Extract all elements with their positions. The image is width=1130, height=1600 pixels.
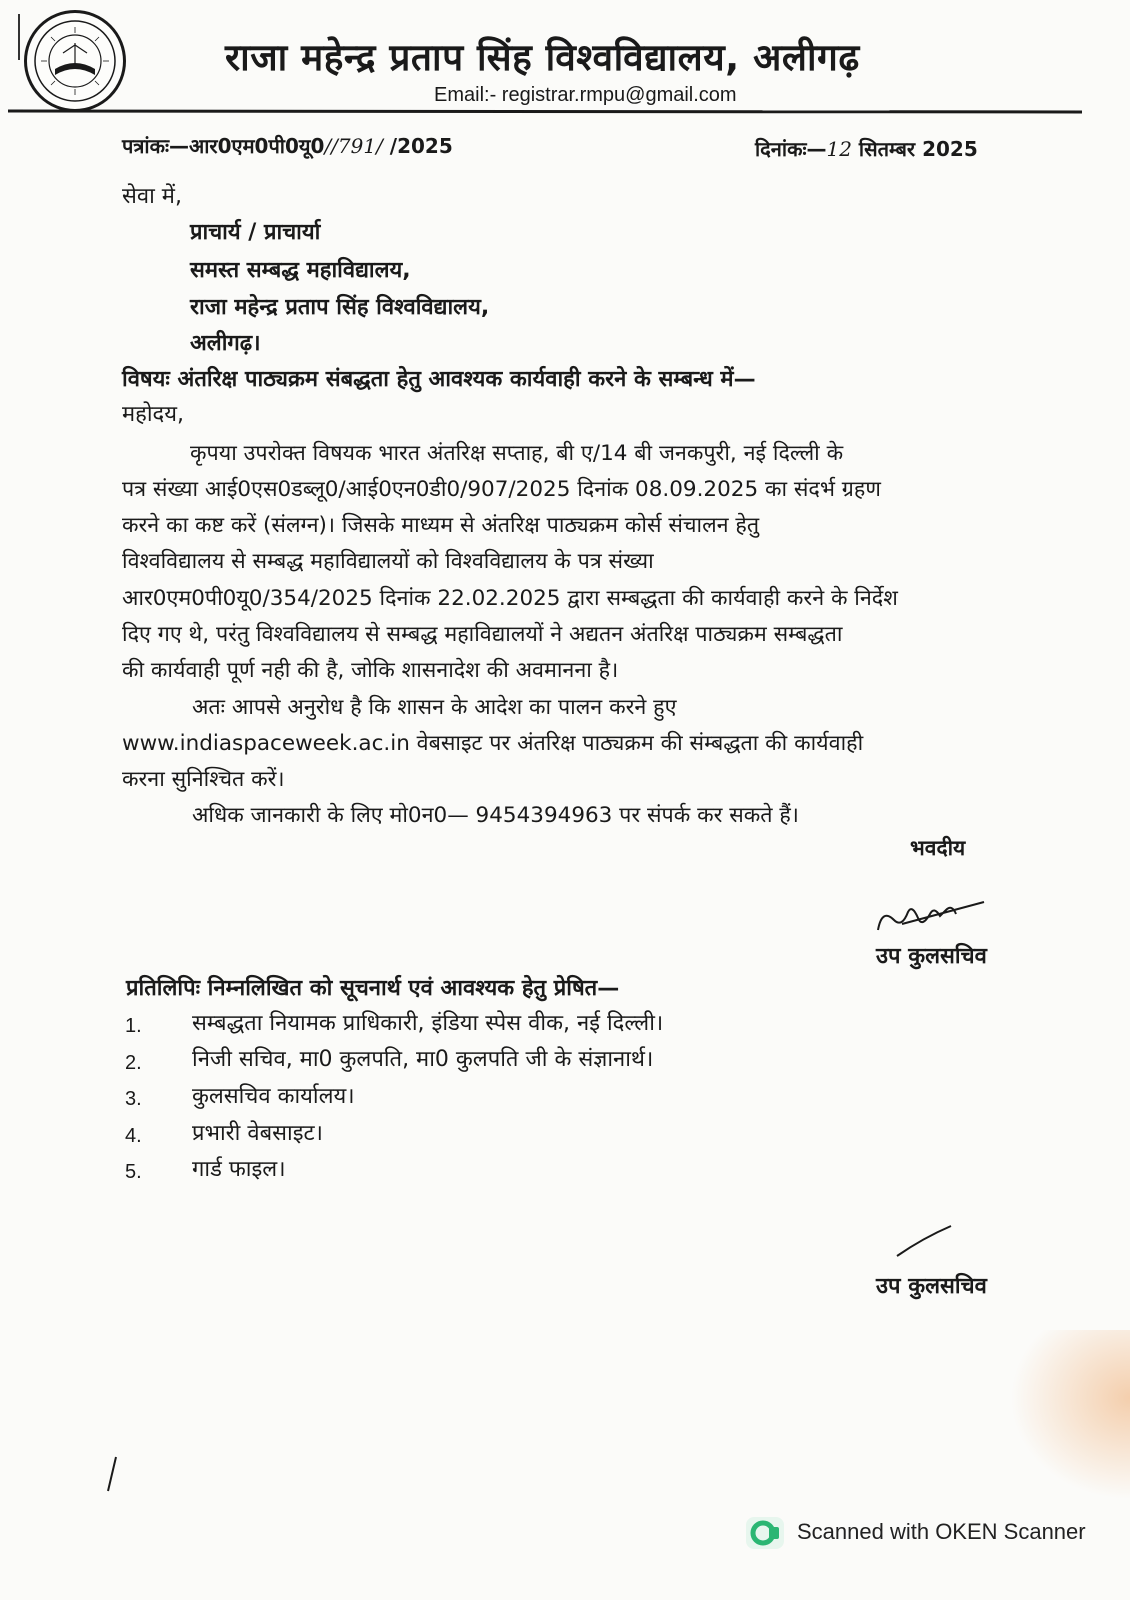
contact-line: अधिक जानकारी के लिए मो0न0— 9454394963 पर संपर्क कर सकते हैं। [192,803,799,828]
copy-to-item: गार्ड फाइल। [192,1157,286,1182]
body-line: www.indiaspaceweek.ac.in वेबसाइट पर अंतरिक्ष पाठ्यक्रम की संम्बद्धता की कार्यवाही [122,731,864,756]
university-seal-logo [24,10,126,112]
body-line: पत्र संख्या आई0एस0डब्लू0/आई0एन0डी0/907/2025 दिनांक 08.09.2025 का संदर्भ ग्रहण [122,477,881,502]
copy-to-item: प्रभारी वेबसाइट। [192,1121,323,1146]
letter-subject: विषयः अंतरिक्ष पाठ्यक्रम संबद्धता हेतु आवश्यक कार्यवाही करने के सम्बन्ध में— [122,367,756,392]
salutation: सेवा में, [122,184,182,209]
body-line: की कार्यवाही पूर्ण नही की है, जोकि शासनादेश की अवमानना है। [122,658,619,683]
copy-to-number: 5. [125,1161,142,1183]
body-line: करने का कष्ट करें (संलग्न)। जिसके माध्यम से अंतरिक्ष पाठ्यक्रम कोर्स संचालन हेतु [122,513,760,538]
reference-label: पत्रांकः—आर0एम0पी0यू0 [122,134,325,158]
margin-mark [18,14,20,60]
letter-reference [122,132,453,159]
margin-mark [102,1455,122,1495]
signature-icon [872,894,992,942]
body-line: दिए गए थे, परंतु विश्वविद्यालय से सम्बद्ध महाविद्यालयों ने अद्यतन अंतरिक्ष पाठ्यक्रम सम्बद्धता [122,622,843,647]
copy-to-item: कुलसचिव कार्यालय। [192,1084,355,1109]
date-month-year: सितम्बर 2025 [858,137,978,161]
signatory-designation: उप कुलसचिव [876,944,987,969]
reference-year: /2025 [389,134,453,158]
copy-to-number: 3. [125,1088,142,1110]
email-address: Email:- registrar.rmpu@gmail.com [434,84,737,106]
address-line: राजा महेन्द्र प्रताप सिंह विश्वविद्यालय, [190,295,490,320]
header-divider [8,110,1082,114]
signatory-designation: उप कुलसचिव [876,1274,987,1299]
university-name: राजा महेन्द्र प्रताप सिंह विश्वविद्यालय, अलीगढ़ [225,36,860,79]
copy-to-number: 1. [125,1015,142,1037]
copy-to-number: 2. [125,1052,142,1074]
body-line: आर0एम0पी0यू0/354/2025 दिनांक 22.02.2025 द्वारा सम्बद्धता की कार्यवाही करने के निर्देश [122,586,898,611]
body-line: कृपया उपरोक्त विषयक भारत अंतरिक्ष सप्ताह, बी ए/14 बी जनकपुरी, नई दिल्ली के [190,441,844,466]
body-line: अतः आपसे अनुरोध है कि शासन के आदेश का पालन करने हुए [192,695,677,720]
letter-date [755,135,978,162]
body-line: करना सुनिश्चित करें। [122,767,285,792]
seal-emblem-icon [27,13,123,109]
greeting: महोदय, [122,402,184,427]
scan-light-artifact [1010,1330,1130,1500]
address-line: समस्त सम्बद्ध महाविद्यालय, [190,258,411,283]
closing: भवदीय [910,836,966,860]
copy-to-item: निजी सचिव, मा0 कुलपति, मा0 कुलपति जी के संज्ञानार्थ। [192,1047,654,1072]
oken-scanner-logo-icon [745,1516,785,1550]
body-line: विश्वविद्यालय से सम्बद्ध महाविद्यालयों को विश्वविद्यालय के पत्र संख्या [122,549,654,574]
date-label: दिनांकः— [755,137,827,161]
address-line: प्राचार्य / प्राचार्या [190,220,321,245]
copy-to-heading: प्रतिलिपिः निम्नलिखित को सूचनार्थ एवं आवश्यक हेतु प्रेषित— [126,976,620,1001]
scanner-watermark: Scanned with OKEN Scanner [797,1519,1086,1544]
copy-to-number: 4. [125,1125,142,1147]
address-line: अलीगढ़। [190,331,261,356]
reference-handwritten-number: //791/ [324,134,383,158]
initial-stroke-icon [893,1222,957,1262]
date-handwritten-day: 12 [826,137,852,161]
copy-to-item: सम्बद्धता नियामक प्राधिकारी, इंडिया स्पेस वीक, नई दिल्ली। [192,1011,664,1036]
